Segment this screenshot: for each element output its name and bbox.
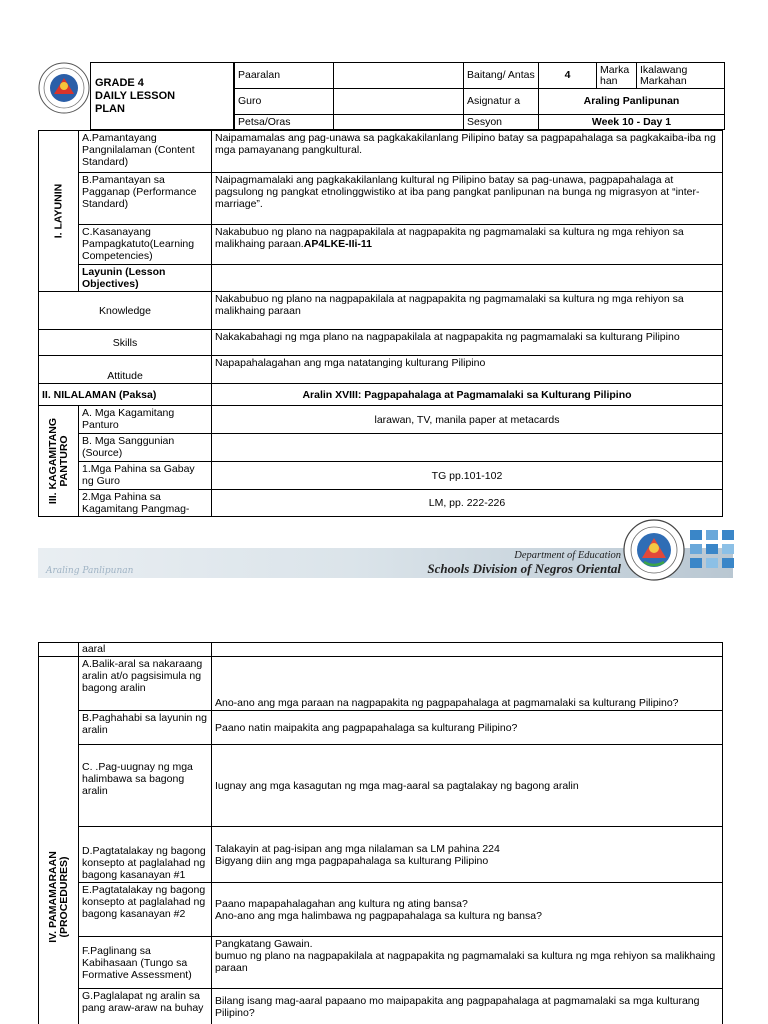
paaralan-value[interactable] <box>334 63 464 89</box>
dlp-line2: PLAN <box>95 103 125 115</box>
kagamitan-label-line2: PANTURO <box>57 435 70 487</box>
gabay-guro-text: TG pp.101-102 <box>212 462 723 490</box>
layunin-section-label: I. LAYUNIN <box>52 183 64 239</box>
guro-label: Guro <box>235 89 334 115</box>
footer-division: Schools Division of Negros Oriental <box>427 561 621 576</box>
sanggunian-label: B. Mga Sanggunian (Source) <box>79 434 212 462</box>
grade-label: GRADE 4 <box>95 77 144 89</box>
knowledge-label: Knowledge <box>39 292 212 330</box>
page-2 <box>0 600 768 1024</box>
gabay-guro-label: 1.Mga Pahina sa Gabay ng Guro <box>79 462 212 490</box>
balik-aral-text: Ano-ano ang mga paraan na nagpapakita ng pagpapahalaga at pagmamalaki sa kulturang Pilipino? <box>212 657 723 711</box>
pamamaraan-section-label <box>48 851 70 943</box>
pagtatalakay-1-line2: Bigyang diin ang mga pagpapahalaga sa kulturang Pilipino <box>215 854 489 867</box>
lesson-plan-table-1 <box>38 130 723 517</box>
kagamitang-mag-aaral-text: LM, pp. 222-226 <box>212 490 723 517</box>
paglinang-cell <box>212 937 723 989</box>
lesson-plan-table-2 <box>38 642 723 1024</box>
learning-competencies-text: Nakabubuo ng plano na nagpapakilala at nagpapakita ng pagmamalaki sa kultura ng mga rehiyon sa malikhaing paraan. <box>215 226 684 250</box>
performance-standard-label: B.Pamantayan sa Pagganap (Performance Standard) <box>79 173 212 225</box>
paglinang-line1: Pangkatang Gawain. <box>215 938 313 950</box>
pagtatalakay-1-label: D.Pagtatalakay ng bagong konsepto at paglalahad ng bagong kasanayan #1 <box>79 827 212 883</box>
pamamaraan-label-line1: IV. PAMAMARAAN <box>46 851 59 943</box>
paghahabi-text: Paano natin maipakita ang pagpapahalaga sa kulturang Pilipino? <box>212 711 723 745</box>
learning-competencies-cell <box>212 225 723 265</box>
sesyon-label: Sesyon <box>464 115 539 130</box>
sesyon-value: Week 10 - Day 1 <box>539 115 725 130</box>
kagamitan-panturo-label: A. Mga Kagamitang Panturo <box>79 406 212 434</box>
kagamitan-section-label <box>48 418 70 504</box>
asignatura-label: Asignatur a <box>464 89 539 115</box>
pamamaraan-label-line2: (PROCEDURES) <box>57 856 70 938</box>
header-grid <box>234 62 725 130</box>
baitang-value: 4 <box>539 63 597 89</box>
paghahabi-label: B.Paghahabi sa layunin ng aralin <box>79 711 212 745</box>
balik-aral-label: A.Balik-aral sa nakaraang aralin at/o pagsisimula ng bagong aralin <box>79 657 212 711</box>
grade-box <box>90 62 234 130</box>
layunin-section <box>39 131 79 292</box>
cont-label: aaral <box>79 643 212 657</box>
pagtatalakay-2-line2: Ano-ano ang mga halimbawa ng pagpapahalaga sa kultura ng bansa? <box>215 909 542 922</box>
lesson-objectives-label: Layunin (Lesson Objectives) <box>79 265 212 292</box>
performance-standard-text: Naipagmamalaki ang pagkakakilanlang kultural ng Pilipino batay sa pag-unawa, pagpapahalaga at pagsulong ng pangkat etnolinggwistiko at iba pang pangkat panlipunan na bunga ng migrasyon at “inter-marriage”. <box>212 173 723 225</box>
skills-text: Nakakabahagi ng mga plano na nagpapakilala at nagpapakita ng pagmamalaki sa kulturang Pilipino <box>212 330 723 356</box>
paglinang-label: F.Paglinang sa Kabihasaan (Tungo sa Formative Assessment) <box>79 937 212 989</box>
content-standard-label: A.Pamantayang Pangnilalaman (Content Standard) <box>79 131 212 173</box>
sanggunian-text <box>212 434 723 462</box>
attitude-label: Attitude <box>39 356 212 384</box>
pagtatalakay-1-cell <box>212 827 723 883</box>
kagamitan-panturo-text: larawan, TV, manila paper at metacards <box>212 406 723 434</box>
kagamitan-section <box>39 406 79 517</box>
petsa-value[interactable] <box>334 115 464 130</box>
paglalapat-label: G.Paglalapat ng aralin sa pang araw-araw na buhay <box>79 989 212 1024</box>
pagtatalakay-2-line1: Paano mapapahalagahan ang kultura ng ating bansa? <box>215 897 468 910</box>
asignatura-value: Araling Panlipunan <box>539 89 725 115</box>
markahan-value: Ikalawang Markahan <box>637 63 725 89</box>
pagtatalakay-1-line1: Talakayin at pag-isipan ang mga nilalaman sa LM pahina 224 <box>215 842 500 855</box>
deped-seal-icon <box>38 62 90 114</box>
pag-uugnay-text: Iugnay ang mga kasagutan ng mga mag-aaral sa pagtalakay ng bagong aralin <box>212 745 723 827</box>
petsa-label: Petsa/Oras <box>235 115 334 130</box>
paglalapat-text: Bilang isang mag-aaral papaano mo maipapakita ang pagpapahalaga at pagmamalaki sa mga kulturang Pilipino? <box>212 989 723 1024</box>
cont-side-cell <box>39 643 79 657</box>
nilalaman-label: II. NILALAMAN (Paksa) <box>39 384 212 406</box>
baitang-label: Baitang/ Antas <box>464 63 539 89</box>
nilalaman-text: Aralin XVIII: Pagpapahalaga at Pagmamalaki sa Kulturang Pilipino <box>212 384 723 406</box>
division-seal-icon <box>622 518 686 582</box>
lesson-plan-header <box>38 62 724 130</box>
learning-competencies-label: C.Kasanayang Pampagkatuto(Learning Competencies) <box>79 225 212 265</box>
pagtatalakay-2-cell <box>212 883 723 937</box>
dlp-line1: DAILY LESSON <box>95 90 176 102</box>
lesson-objectives-text <box>212 265 723 292</box>
markahan-label: Marka han <box>597 63 637 89</box>
footer-tiles-decoration <box>690 530 734 578</box>
pagtatalakay-2-label: E.Pagtatalakay ng bagong konsepto at paglalahad ng bagong kasanayan #2 <box>79 883 212 937</box>
paglinang-line2: bumuo ng plano na nagpapakilala at nagpapakita ng pagmamalaki sa kultura ng mga rehiyon sa malikhaing paraan <box>215 950 716 974</box>
paaralan-label: Paaralan <box>235 63 334 89</box>
knowledge-text: Nakabubuo ng plano na nagpapakilala at nagpapakita ng pagmamalaki sa kultura ng mga rehiyon sa malikhaing paraan <box>212 292 723 330</box>
guro-value[interactable] <box>334 89 464 115</box>
skills-label: Skills <box>39 330 212 356</box>
footer-dept: Department of Education <box>514 550 621 561</box>
kagamitan-label-line1: III. KAGAMITANG <box>46 417 59 505</box>
content-standard-text: Naipamamalas ang pag-unawa sa pagkakakilanlang Pilipino batay sa pagpapahalaga sa pagkakaiba-iba ng mga pamayanang pangkultural. <box>212 131 723 173</box>
kagamitang-mag-aaral-label: 2.Mga Pahina sa Kagamitang Pangmag- <box>79 490 212 517</box>
pamamaraan-section <box>39 657 79 1024</box>
attitude-text: Napapahalagahan ang mga natatanging kulturang Pilipino <box>212 356 723 384</box>
footer-subject-label: Araling Panlipunan <box>46 566 134 576</box>
pag-uugnay-label: C. .Pag-uugnay ng mga halimbawa sa bagong aralin <box>79 745 212 827</box>
cont-text <box>212 643 723 657</box>
competency-code: AP4LKE-IIi-11 <box>303 238 373 250</box>
